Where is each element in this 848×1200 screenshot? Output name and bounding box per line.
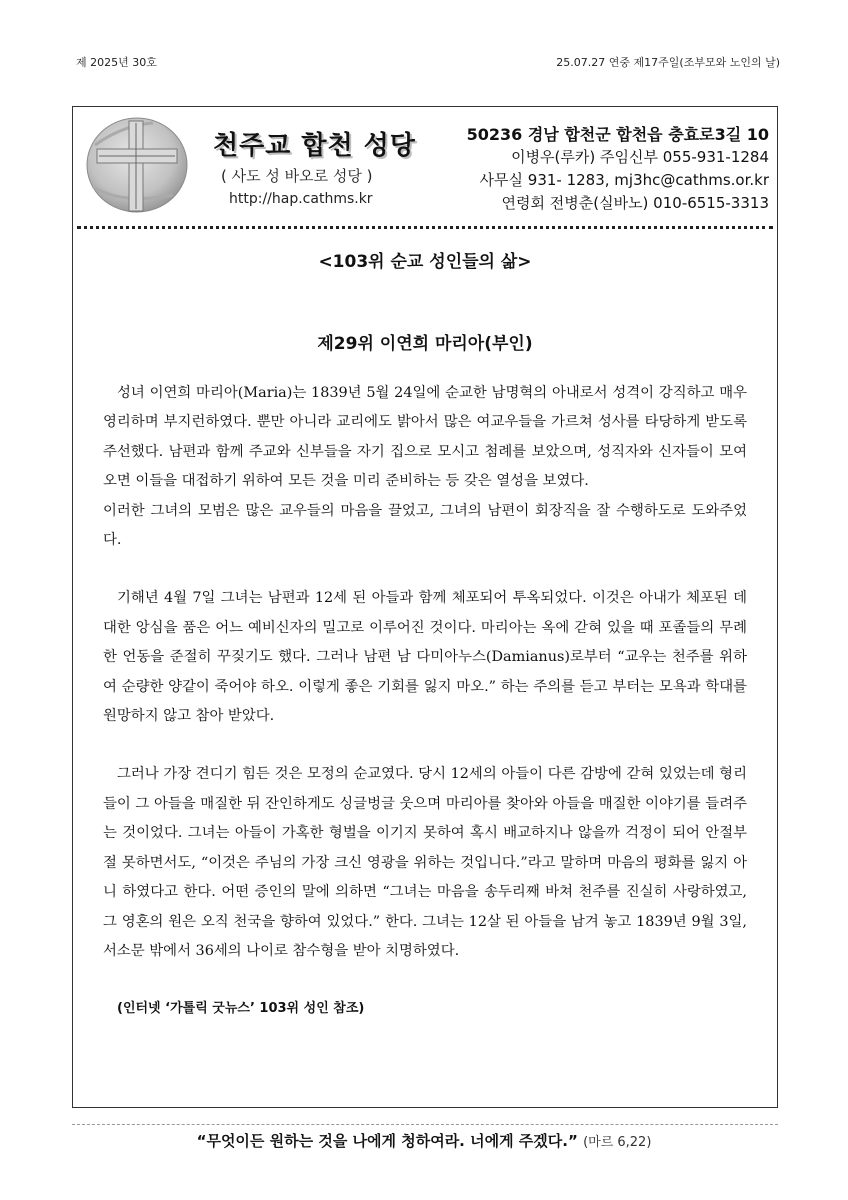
footer-quote xyxy=(0,1130,848,1151)
contact-block xyxy=(467,123,769,215)
office-contact: 사무실 931- 1283, mj3hc@cathms.or.kr xyxy=(479,171,769,189)
paragraph-1: 성녀 이연희 마리아(Maria)는 1839년 5월 24일에 순교한 남명혁의 아내로서 성격이 강직하고 매우 영리하며 부지런하였다. 뿐만 아니라 교리에도 밝아서 많은 여교우들을 가르쳐 성사를 타당하게 받도록 주선했다. 남편과 함께 주교와 신부들을 자기 집으로 모시고 첨례를 보았으며, 성직자와 신자들이 모여오면 이들을 대접하기 위하여 모든 것을 미리 준비하는 등 갖은 열성을 보였다. xyxy=(103,385,747,490)
parish-name: 천주교 합천 성당 xyxy=(213,131,416,161)
scripture-reference: (마르 6,22) xyxy=(583,1135,652,1150)
pastor-contact: 이병우(루카) 주임신부 055-931-1284 xyxy=(511,148,769,166)
issue-number: 제 2025년 30호 xyxy=(76,56,157,69)
paragraph-1b: 이러한 그녀의 모범은 많은 교우들의 마음을 끌었고, 그녀의 남편이 회장직을 잘 수행하도로 도와주었다. xyxy=(103,502,747,549)
article-title: <103위 순교 성인들의 삶> xyxy=(318,252,532,272)
parish-address: 50236 경남 합천군 합천읍 충효로3길 10 xyxy=(466,125,769,144)
paragraph-2: 기해년 4월 7일 그녀는 남편과 12세 된 아들과 함께 체포되어 투옥되었다. 이것은 아내가 체포된 데 대한 앙심을 품은 어느 예비신자의 밀고로 이루어진 것이다. 마리아는 옥에 갇혀 있을 때 포졸들의 무례한 언동을 준절히 꾸짖기도 했다. 그러나 남편 남 다미아누스(Damianus)로부터 “교우는 천주를 위하여 순량한 양같이 죽어야 하오. 이렇게 좋은 기회를 잃지 마오.” 하는 주의를 듣고 부터는 모욕과 학대를 원망하지 않고 참아 받았다. xyxy=(103,590,747,725)
scripture-quote: “무엇이든 원하는 것을 나에게 청하여라. 너에게 주겠다.” xyxy=(196,1132,578,1150)
parish-url[interactable]: http://hap.cathms.kr xyxy=(229,191,373,207)
council-contact: 연령회 전병춘(실바노) 010-6515-3313 xyxy=(501,194,769,212)
church-logo xyxy=(83,115,191,215)
paragraph-3: 그러나 가장 견디기 힘든 것은 모정의 순교였다. 당시 12세의 아들이 다른 감방에 갇혀 있었는데 형리들이 그 아들을 매질한 뒤 잔인하게도 싱글벙글 웃으며 마리아를 찾아와 아들을 매질한 이야기를 들려주는 것이었다. 그녀는 아들이 가혹한 형벌을 이기지 못하여 혹시 배교하지나 않을까 걱정이 되어 안절부절 못하면서도, “이것은 주님의 가장 크신 영광을 위하는 것입니다.”라고 말하며 마음의 평화를 잃지 아니 하였다고 한다. 어떤 증인의 말에 의하면 “그녀는 마음을 송두리째 바쳐 천주를 진실히 사랑하였고, 그 영혼의 원은 오직 천국을 향하여 있었다.” 한다. 그녀는 12살 된 아들을 남겨 놓고 1839년 9월 3일, 서소문 밖에서 36세의 나이로 참수형을 받아 치명하였다. xyxy=(103,766,747,959)
cross-emblem-icon xyxy=(83,115,191,215)
parish-subtitle: ( 사도 성 바오로 성당 ) xyxy=(221,167,373,185)
bulletin-frame xyxy=(72,106,778,1108)
header-divider xyxy=(77,226,773,229)
issue-date: 25.07.27 연중 제17주일(조부모와 노인의 날) xyxy=(556,56,780,69)
footer-divider xyxy=(72,1124,778,1125)
saint-title: 제29위 이연희 마리아(부인) xyxy=(317,334,533,354)
article-body xyxy=(103,379,747,1023)
source-note: (인터넷 ‘가톨릭 굿뉴스’ 103위 성인 참조) xyxy=(117,1001,365,1017)
